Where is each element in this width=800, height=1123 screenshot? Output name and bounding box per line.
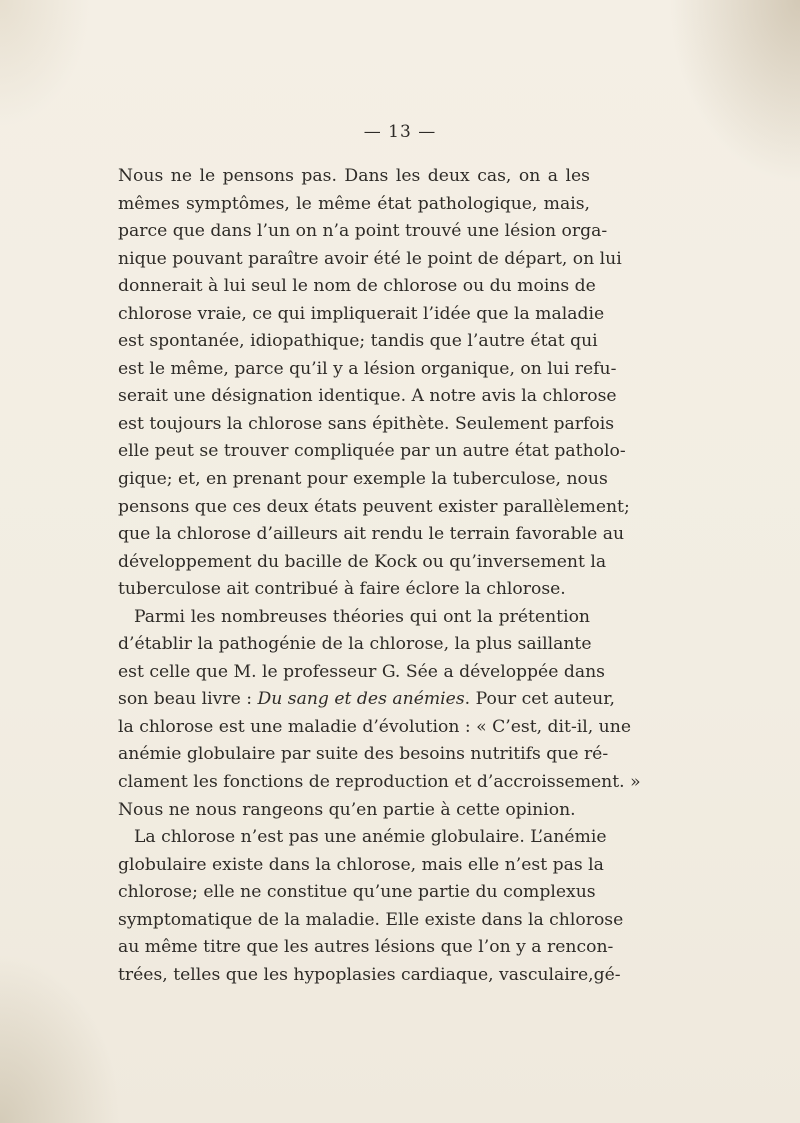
text-line: gique; et, en prenant pour exemple la tuberculose, nous xyxy=(118,469,608,490)
text-line: est celle que M. le professeur G. Sée a développée dans xyxy=(118,661,605,682)
text-line: mêmes symptômes, le même état pathologique, mais, xyxy=(118,193,590,214)
text-segment: . Pour cet auteur, xyxy=(464,689,615,710)
text-line: anémie globulaire par suite des besoins nutritifs que ré- xyxy=(118,744,609,765)
text-segment: son beau livre : xyxy=(118,689,258,710)
text-line: clament les fonctions de reproduction et d’accroissement. » xyxy=(118,772,641,793)
text-line: serait une désignation identique. A notre avis la chlorose xyxy=(118,386,617,407)
text-line: Parmi les nombreuses théories qui ont la prétention xyxy=(134,606,590,627)
text-line: la chlorose est une maladie d’évolution : « C’est, dit-il, une xyxy=(118,716,631,737)
text-line: est toujours la chlorose sans épithète. Seulement parfois xyxy=(118,413,615,434)
book-title: Du sang et des anémies xyxy=(257,689,465,710)
text-line-with-book-title xyxy=(118,686,615,714)
body-text xyxy=(118,163,641,989)
page-number: — 13 — xyxy=(363,122,437,142)
text-line: nique pouvant paraître avoir été le point de départ, on lui xyxy=(118,248,622,269)
text-line: chlorose vraie, ce qui impliquerait l’idée que la maladie xyxy=(118,303,605,324)
text-line: pensons que ces deux états peuvent exister parallèlement; xyxy=(118,496,630,517)
text-line: est spontanée, idiopathique; tandis que l’autre état qui xyxy=(118,331,598,352)
text-line: Nous ne le pensons pas. Dans les deux cas, on a les xyxy=(118,166,590,186)
text-line: d’établir la pathogénie de la chlorose, la plus saillante xyxy=(118,634,592,655)
text-line: développement du bacille de Kock ou qu’inversement la xyxy=(118,551,607,572)
text-line: trées, telles que les hypoplasies cardiaque, vasculaire,gé- xyxy=(118,964,621,985)
text-line: que la chlorose d’ailleurs ait rendu le terrain favorable au xyxy=(118,524,625,545)
text-line: parce que dans l’un on n’a point trouvé une lésion orga- xyxy=(118,221,608,242)
text-line: tuberculose ait contribué à faire éclore la chlorose. xyxy=(118,579,566,600)
text-line: donnerait à lui seul le nom de chlorose ou du moins de xyxy=(118,276,596,297)
text-line: globulaire existe dans la chlorose, mais elle n’est pas la xyxy=(118,854,604,875)
text-line: La chlorose n’est pas une anémie globulaire. L’anémie xyxy=(134,827,607,848)
text-line: elle peut se trouver compliquée par un autre état patholo- xyxy=(118,441,626,462)
text-line: chlorose; elle ne constitue qu’une partie du complexus xyxy=(118,882,596,903)
text-line: au même titre que les autres lésions que l’on y a rencon- xyxy=(118,937,614,958)
text-line: Nous ne nous rangeons qu’en partie à cette opinion. xyxy=(118,799,576,820)
text-line: symptomatique de la maladie. Elle existe dans la chlorose xyxy=(118,909,624,930)
text-line: est le même, parce qu’il y a lésion organique, on lui refu- xyxy=(118,358,617,379)
